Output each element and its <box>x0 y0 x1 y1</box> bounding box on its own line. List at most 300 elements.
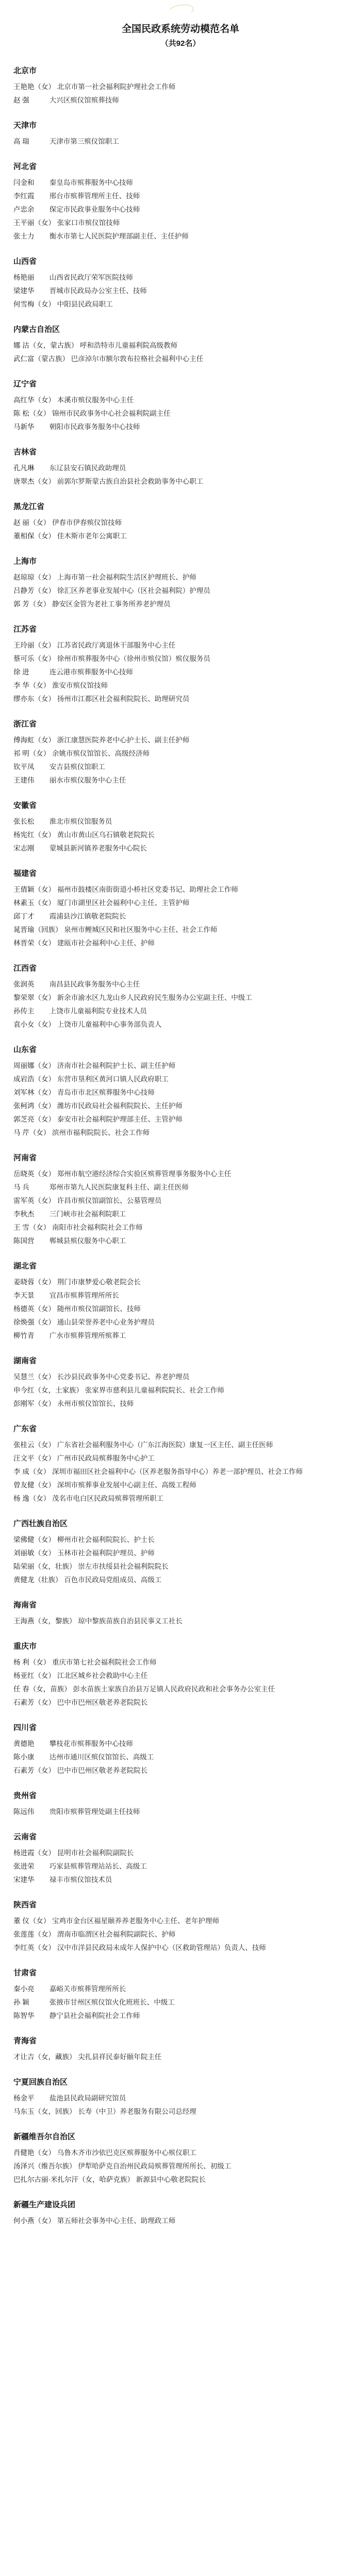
person-title: 嘉峪关市殡葬管理所所长 <box>49 1985 126 1993</box>
list-item <box>13 530 349 543</box>
list-item <box>13 774 349 787</box>
person-title: 郑州市航空港经济综合实验区殡葬管理事务服务中心主任 <box>57 1170 232 1178</box>
person-name: 陆荣丽（女，壮族） <box>13 1563 76 1570</box>
person-name: 林晋荣（女） <box>13 939 55 947</box>
list-item <box>13 407 349 420</box>
person-name: 李天景 <box>13 1292 35 1299</box>
person-name: 杨金平 <box>13 2094 35 2102</box>
region-section <box>13 717 349 787</box>
person-title: 泉州市鲤城区民和社区服务中心主任、社会工作师 <box>64 926 218 934</box>
person-name: 张长松 <box>13 818 35 825</box>
list-item <box>13 991 349 1005</box>
person-name: 黄健龙（壮族） <box>13 1576 62 1584</box>
person-name: 秦小亮 <box>13 1985 35 1993</box>
region-section <box>13 160 349 243</box>
person-title: 张掖市甘州区殡仪馆火化班班长、中级工 <box>49 1998 175 2006</box>
person-title: 巴彦淖尔市额尔敦布拉格社会福利中心主任 <box>71 355 204 363</box>
person-name: 唐翠杰（女） <box>13 478 55 485</box>
person-name: 杨 逸（女） <box>13 1495 51 1502</box>
person-name: 李红英（女） <box>13 1944 55 1952</box>
region-section <box>13 1259 349 1343</box>
person-name: 董相保（女） <box>13 532 55 540</box>
person-name: 黄德艳 <box>13 1740 35 1748</box>
person-title: 泰安市社会福利院护理部主任、主管护师 <box>57 1115 183 1123</box>
list-item <box>13 734 349 747</box>
region-heading: 江西省 <box>13 964 37 973</box>
person-title: 济南市社会福利院护士长、副主任护师 <box>57 1062 176 1070</box>
person-title: 广州市民政局殡葬服务中心护工 <box>57 1454 155 1462</box>
region-heading: 海南省 <box>13 1601 37 1609</box>
region-section <box>13 1043 349 1140</box>
person-name: 李秋杰 <box>13 1210 35 1218</box>
person-title: 郸城县殡仪服务中心职工 <box>49 1237 126 1245</box>
person-title: 崇左市扶绥县社会福利院院长 <box>78 1563 169 1570</box>
list-item <box>13 584 349 598</box>
region-heading: 新疆生产建设兵团 <box>13 2200 76 2209</box>
person-name: 王平丽（女） <box>13 219 55 227</box>
person-name: 陈小康 <box>13 1753 35 1761</box>
person-title: 佳木斯市老年公寓职工 <box>57 532 127 540</box>
person-name: 董 仪（女） <box>13 1917 51 1925</box>
list-item <box>13 2105 349 2119</box>
person-name: 祁 明（女） <box>13 750 51 757</box>
list-item <box>13 1492 349 1505</box>
region-heading: 吉林省 <box>13 448 37 456</box>
person-name: 任 春（女，苗族） <box>13 1685 71 1693</box>
region-heading: 辽宁省 <box>13 380 37 388</box>
person-title: 山西省民政厅荣军医院技师 <box>49 274 133 281</box>
person-title: 第五师社会事务中心主任、助理政工师 <box>57 2217 176 2225</box>
person-name: 袁小女（女） <box>13 1021 55 1028</box>
list-item <box>13 2009 349 2023</box>
person-title: 巴中市巴州区敬老养老院院长 <box>57 1699 148 1706</box>
person-name: 杨进霞（女） <box>13 1849 55 1857</box>
list-item <box>13 1126 349 1140</box>
region-section <box>13 323 349 366</box>
person-name: 岳晓英（女） <box>13 1170 55 1178</box>
list-item <box>13 394 349 407</box>
list-item <box>13 298 349 311</box>
list-item <box>13 598 349 611</box>
list-item <box>13 1982 349 1996</box>
person-name: 刘军林（女） <box>13 1089 55 1096</box>
person-title: 百色市民政局党组成员、高级工 <box>64 1576 162 1584</box>
list-item <box>13 1018 349 1031</box>
person-name: 郭 芳（女） <box>13 600 51 608</box>
list-item <box>13 1683 349 1696</box>
person-title: 福州市鼓楼区南街街道小桥社区党委书记、助理社会工作师 <box>57 886 238 893</box>
person-title: 前郭尔罗斯蒙古族自治县社会救助事务中心职工 <box>57 478 204 485</box>
region-heading: 宁夏回族自治区 <box>13 2078 68 2087</box>
region-section <box>13 2075 349 2119</box>
person-name: 杨 利（女） <box>13 1658 51 1666</box>
person-name: 王艳艳（女） <box>13 83 55 91</box>
list-item <box>13 1914 349 1928</box>
person-title: 中阳县民政局职工 <box>57 300 113 308</box>
region-heading: 上海市 <box>13 557 37 566</box>
person-name: 张润英 <box>13 980 35 988</box>
list-item <box>13 1696 349 1709</box>
person-title: 琼中黎族苗族自治县民事义工社长 <box>78 1617 183 1625</box>
person-title: 上海市第一社会福利院生活区护理班长、护师 <box>57 573 196 581</box>
list-item <box>13 1167 349 1181</box>
region-section <box>13 961 349 1031</box>
person-title: 呼和浩特市儿童福利院高级教师 <box>80 342 178 349</box>
list-item <box>13 230 349 243</box>
person-name: 杨艳丽 <box>13 274 35 281</box>
person-title: 重庆市第七社会福利院社会工作师 <box>52 1658 157 1666</box>
list-item <box>13 1452 349 1465</box>
list-item <box>13 135 349 148</box>
person-title: 汉中市洋县民政局未成年人保护中心（区救助管理站）负责人、技师 <box>57 1944 266 1952</box>
list-item <box>13 94 349 107</box>
person-name: 汤泽兴（维吾尔族） <box>13 2162 76 2170</box>
person-name: 傅海虹（女） <box>13 736 55 744</box>
person-title: 贵阳市殡葬管理处副主任技师 <box>49 1808 140 1816</box>
list-item <box>13 1329 349 1343</box>
person-title: 玉林市社会福利院护理员、护师 <box>57 1549 155 1557</box>
person-name: 黎荣翠（女） <box>13 994 55 1002</box>
person-title: 潍坊市民政局社会福利院院长、主任护师 <box>57 1102 183 1110</box>
person-name: 陈国营 <box>13 1237 35 1245</box>
person-title: 茂名市电白区民政局殡葬管理所职工 <box>52 1495 164 1502</box>
document-title: 全国民政系统劳动模范名单 <box>121 24 239 35</box>
person-name: 雷军英（女） <box>13 1197 55 1205</box>
list-item <box>13 352 349 366</box>
list-item <box>13 1764 349 1777</box>
list-item <box>13 760 349 774</box>
list-item <box>13 652 349 666</box>
region-heading: 黑龙江省 <box>13 502 45 511</box>
person-name: 孙传主 <box>13 1007 35 1015</box>
person-title: 禄丰市殡仪馆技术员 <box>49 1876 112 1884</box>
person-title: 丽水市殡仪服务中心主任 <box>49 776 126 784</box>
region-section <box>13 2034 349 2064</box>
region-heading: 甘肃省 <box>13 1969 37 1977</box>
person-name: 杨宪红（女） <box>13 831 55 839</box>
region-section <box>13 64 349 107</box>
region-section <box>13 1898 349 1955</box>
person-title: 建瓯市社会福利中心主任、护师 <box>57 939 155 947</box>
list-item <box>13 1370 349 1384</box>
list-item <box>13 910 349 923</box>
region-section <box>13 118 349 148</box>
person-name: 邱丁才 <box>13 912 35 920</box>
person-name: 马新华 <box>13 423 35 431</box>
region-section <box>13 445 349 488</box>
list-item <box>13 2050 349 2064</box>
list-item <box>13 1113 349 1126</box>
person-title: 本溪市殡仪服务中心主任 <box>57 396 134 404</box>
region-heading: 北京市 <box>13 66 37 75</box>
list-item <box>13 1615 349 1628</box>
list-item <box>13 1465 349 1479</box>
person-name: 梁佛健（女） <box>13 1536 55 1544</box>
person-name: 周丽娜（女） <box>13 1062 55 1070</box>
region-heading: 青海省 <box>13 2037 37 2045</box>
person-title: 深圳市福田区社会福利中心（区养老服务指导中心）养老一部护理员、社会工作师 <box>52 1468 303 1476</box>
list-item <box>13 896 349 910</box>
region-section <box>13 1422 349 1505</box>
person-title: 巧家县殡葬管理站站长、高级工 <box>49 1862 147 1870</box>
list-item <box>13 475 349 488</box>
list-item <box>13 828 349 842</box>
person-title: 余姚市殡仪馆馆长、高级经济师 <box>52 750 150 757</box>
person-name: 申今红（女，土家族） <box>13 1386 83 1394</box>
person-name: 张莲莲（女） <box>13 1930 55 1938</box>
region-heading: 河南省 <box>13 1154 37 1162</box>
person-name: 赵 丽（女） <box>13 519 51 527</box>
person-title: 彭水苗族土家族自治县万足镇人民政府民政和社会事务办公室主任 <box>73 1685 275 1693</box>
person-name: 张进荣 <box>13 1862 35 1870</box>
region-heading: 山西省 <box>13 257 37 266</box>
region-heading: 山东省 <box>13 1045 37 1054</box>
person-title: 静安区金管为老社工事务所养老护理员 <box>52 600 171 608</box>
list-item <box>13 1996 349 2009</box>
person-title: 乌鲁木齐市沙依巴克区殡葬服务中心殡仪职工 <box>57 2149 196 2157</box>
person-name: 杨亚红（女） <box>13 1672 55 1680</box>
list-item <box>13 2092 349 2105</box>
list-item <box>13 1234 349 1248</box>
person-name: 陈 松（女） <box>13 410 51 417</box>
list-item <box>13 1547 349 1560</box>
list-item <box>13 1846 349 1860</box>
person-title: 邢台市殡葬管理所主任、技师 <box>49 192 140 200</box>
person-title: 东辽县安石镇民政助理员 <box>49 464 126 472</box>
list-item <box>13 339 349 352</box>
region-section <box>13 1151 349 1248</box>
person-title: 上饶市儿童福利院专业技术人员 <box>49 1007 147 1015</box>
region-section <box>13 1721 349 1777</box>
person-title: 巴中市巴州区敬老养老院院长 <box>57 1767 148 1774</box>
person-name: 林素玉（女） <box>13 899 55 907</box>
list-item <box>13 1751 349 1764</box>
list-item <box>13 462 349 475</box>
person-name: 吴慧兰（女） <box>13 1373 55 1381</box>
list-item <box>13 190 349 203</box>
region-heading: 安徽省 <box>13 801 37 810</box>
region-heading: 湖南省 <box>13 1357 37 1365</box>
person-title: 江北区城乡社会救助中心主任 <box>57 1672 148 1680</box>
list-item <box>13 1302 349 1316</box>
list-item <box>13 1438 349 1452</box>
list-item <box>13 1941 349 1955</box>
region-heading: 贵州省 <box>13 1791 37 1800</box>
region-heading: 浙江省 <box>13 720 37 728</box>
list-item <box>13 1860 349 1873</box>
list-item <box>13 571 349 584</box>
list-item <box>13 1073 349 1086</box>
region-heading: 重庆市 <box>13 1642 37 1651</box>
list-item <box>13 284 349 298</box>
region-heading: 天津市 <box>13 121 37 130</box>
list-item <box>13 1397 349 1411</box>
person-title: 尖扎县祥民泰好颐年院主任 <box>78 2053 162 2061</box>
list-item <box>13 216 349 230</box>
region-section <box>13 377 349 434</box>
person-name: 王 雪（女） <box>13 1224 51 1231</box>
person-title: 张家界市慈利县儿童福利院院长、社会工作师 <box>85 1386 224 1394</box>
region-section <box>13 2198 349 2228</box>
list-item <box>13 1099 349 1113</box>
person-name: 马 兵 <box>13 1183 29 1191</box>
person-name: 王倩颖（女） <box>13 886 55 893</box>
region-heading: 新疆维吾尔自治区 <box>13 2132 76 2141</box>
person-title: 许昌市殡仪馆副馆长、公墓管理员 <box>57 1197 162 1205</box>
region-section <box>13 1517 349 1587</box>
person-title: 新余市渝水区九龙山乡人民政府民生服务办公室副主任、中级工 <box>57 994 252 1002</box>
person-title: 深圳市殡葬事业发展中心副主任、高级工程师 <box>57 1481 196 1489</box>
person-title: 永州市殡仪馆馆长、技师 <box>57 1400 134 1408</box>
person-title: 上饶市儿童福利中心事务部负责人 <box>57 1021 162 1028</box>
person-name: 巴扎尔古丽·米扎尔汗（女，哈萨克族） <box>13 2176 134 2183</box>
person-name: 王海燕（女，黎族） <box>13 1617 76 1625</box>
person-title: 霞浦县沙江镇敬老院院长 <box>49 912 126 920</box>
list-item <box>13 2146 349 2160</box>
person-name: 高 瑞 <box>13 138 29 145</box>
person-title: 盐池县民政局副研究馆员 <box>49 2094 126 2102</box>
region-section <box>13 1830 349 1887</box>
list-item <box>13 1384 349 1397</box>
person-title: 浙江康慧医院养老中心护士长、副主任护师 <box>57 736 190 744</box>
region-section <box>13 554 349 611</box>
person-title: 秦皇岛市殡葬服务中心技师 <box>49 179 133 187</box>
list-item <box>13 1805 349 1819</box>
person-name: 张桂云（女） <box>13 1441 55 1449</box>
list-item <box>13 842 349 855</box>
person-name: 马 芹（女） <box>13 1129 51 1137</box>
person-name: 郭芝亮（女） <box>13 1115 55 1123</box>
person-name: 石素芳（女） <box>13 1699 55 1706</box>
list-item <box>13 883 349 896</box>
person-name: 肖健艳（女） <box>13 2149 55 2157</box>
person-name: 才让吉（女，藏族） <box>13 2053 76 2061</box>
person-title: 长沙县民政事务中心党委书记、养老护理员 <box>57 1373 190 1381</box>
person-title: 郑州市第九人民医院康复科主任、副主任医师 <box>49 1183 189 1191</box>
person-name: 孙 颖 <box>13 1998 29 2006</box>
region-section <box>13 799 349 855</box>
person-title: 渭南市临渭区社会福利院副院长、护师 <box>57 1930 176 1938</box>
person-name: 晁晋瑜（回族） <box>13 926 62 934</box>
list-item <box>13 1221 349 1234</box>
list-item <box>13 2214 349 2228</box>
list-item <box>13 203 349 216</box>
person-name: 武仁富（蒙古族） <box>13 355 69 363</box>
person-name: 李 成（女） <box>13 1468 51 1476</box>
person-name: 李红霞 <box>13 192 35 200</box>
list-item <box>13 1086 349 1099</box>
list-item <box>13 978 349 991</box>
person-name: 赵琼琼（女） <box>13 573 55 581</box>
region-list <box>0 64 361 2228</box>
document-subtitle: （共92名） <box>160 39 201 48</box>
list-item <box>13 1005 349 1018</box>
person-name: 钦平凤 <box>13 763 35 771</box>
person-title: 广东省社会福利服务中心（广东江海医院）康复一区主任、副主任医师 <box>57 1441 273 1449</box>
person-title: 青岛市市北区殡葬服务中心技师 <box>57 1089 155 1096</box>
list-item <box>13 516 349 530</box>
list-item <box>13 1928 349 1941</box>
list-item <box>13 1059 349 1073</box>
person-name: 王玲丽（女） <box>13 641 55 649</box>
person-title: 随州市殡仪馆副馆长、技师 <box>57 1305 141 1313</box>
header-decoration <box>0 0 361 22</box>
person-name: 闫金和 <box>13 179 35 187</box>
region-section <box>13 1966 349 2023</box>
list-item <box>13 679 349 692</box>
person-title: 朝阳市民政事务服务中心技师 <box>49 423 140 431</box>
region-heading: 陕西省 <box>13 1901 37 1909</box>
list-item <box>13 692 349 706</box>
person-name: 李 华（女） <box>13 682 51 689</box>
region-heading: 江苏省 <box>13 625 37 634</box>
list-item <box>13 1316 349 1329</box>
person-name: 高红华（女） <box>13 396 55 404</box>
region-heading: 云南省 <box>13 1833 37 1841</box>
person-name: 梁建华 <box>13 287 35 295</box>
person-name: 汪文平（女） <box>13 1454 55 1462</box>
person-title: 蒙城县新河镇养老服务中心院长 <box>49 844 147 852</box>
person-name: 陈远伟 <box>13 1808 35 1816</box>
person-title: 连云港市殡葬服务中心技师 <box>49 668 133 676</box>
list-item <box>13 2173 349 2187</box>
list-item <box>13 1873 349 1887</box>
person-name: 卢忠余 <box>13 206 35 213</box>
person-name: 姜晓蓉（女） <box>13 1278 55 1286</box>
person-name: 宋志刚 <box>13 844 35 852</box>
region-section <box>13 1354 349 1411</box>
person-title: 荆门市康梦爱心敬老院会长 <box>57 1278 141 1286</box>
person-name: 何小燕（女） <box>13 2217 55 2225</box>
list-item <box>13 923 349 937</box>
region-heading: 湖北省 <box>13 1262 37 1270</box>
person-title: 淮北市殡仪馆服务员 <box>49 818 112 825</box>
person-title: 南阳市社会福利院社会工作师 <box>52 1224 143 1231</box>
person-title: 晋城市民政局办公室主任、技师 <box>49 287 147 295</box>
region-section <box>13 1639 349 1709</box>
person-title: 柳州市社会福利院院长、护士长 <box>57 1536 155 1544</box>
region-section <box>13 255 349 311</box>
person-title: 宜昌市殡葬管理所所长 <box>49 1292 119 1299</box>
list-item <box>13 271 349 284</box>
region-heading: 广西壮族自治区 <box>13 1519 68 1528</box>
person-title: 北京市第一社会福利院护理社会工作师 <box>57 83 176 91</box>
list-item <box>13 1573 349 1587</box>
person-name: 孔凡琳 <box>13 464 35 472</box>
person-title: 广水市殡葬管理所殡葬工 <box>49 1332 126 1340</box>
region-heading: 内蒙古自治区 <box>13 325 60 334</box>
person-title: 淮安市殡仪馆技师 <box>52 682 108 689</box>
person-title: 伊犁哈萨克自治州民政局殡葬管理所所长、初级工 <box>78 2162 232 2170</box>
person-title: 宝鸡市金台区福星颐养养老服务中心主任、老年护理师 <box>52 1917 220 1925</box>
list-item <box>13 747 349 760</box>
list-item <box>13 1276 349 1289</box>
person-title: 徐汇区养老事业发展中心（区社会福利院）护理员 <box>57 587 210 595</box>
person-title: 张家口市殡仪馆技师 <box>57 219 120 227</box>
person-name: 石素芳（女） <box>13 1767 55 1774</box>
person-title: 达州市通川区殡仪馆馆长、高级工 <box>49 1753 154 1761</box>
person-title: 东营市垦利区黄河口镇人民政府职工 <box>57 1075 169 1083</box>
person-name: 娜 沽（女，蒙古族） <box>13 342 78 349</box>
person-title: 安吉县殡仪馆职工 <box>49 763 105 771</box>
person-title: 保定市民政事业服务中心技师 <box>49 206 140 213</box>
person-title: 扬州市江都区社会福利院院长、助理研究员 <box>57 695 190 703</box>
list-item <box>13 1208 349 1221</box>
list-item <box>13 420 349 434</box>
person-title: 厦门市湖里区社会福利中心主任、主管护师 <box>57 899 190 907</box>
person-name: 蔡可乐（女） <box>13 655 55 663</box>
region-section <box>13 500 349 543</box>
